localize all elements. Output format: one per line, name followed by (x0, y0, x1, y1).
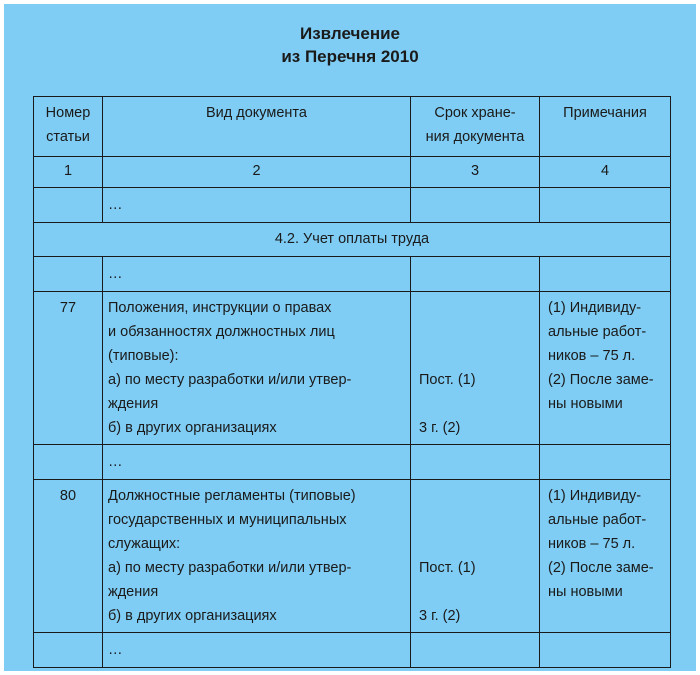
title-line-1: Извлечение (300, 24, 400, 43)
header-retention-period: Срок хране- ния документа (411, 97, 540, 157)
table-row (34, 480, 671, 633)
ellipsis-row (34, 445, 671, 480)
document-type: Положения, инструкции о правах и обязанностях должностных лиц (типовые): а) по месту разработки и/или утвер- ждения б) в других организациях (103, 292, 411, 445)
retention-period: Пост. (1) 3 г. (2) (411, 292, 540, 445)
ellipsis-row (34, 257, 671, 292)
article-number: 80 (34, 480, 103, 633)
column-number: 3 (411, 157, 540, 188)
header-document-type: Вид документа (103, 97, 411, 157)
article-number: 77 (34, 292, 103, 445)
ellipsis: … (103, 445, 411, 480)
ellipsis: … (103, 633, 411, 668)
section-row (34, 223, 671, 257)
document-title (4, 22, 696, 68)
document-type: Должностные регламенты (типовые) государственных и муниципальных служащих: а) по месту разработки и/или утвер- ждения б) в других организациях (103, 480, 411, 633)
ellipsis-row (34, 188, 671, 223)
retention-period: Пост. (1) 3 г. (2) (411, 480, 540, 633)
retention-table (33, 96, 671, 668)
column-number: 2 (103, 157, 411, 188)
ellipsis-row (34, 633, 671, 668)
column-number-row (34, 157, 671, 188)
title-line-2: из Перечня 2010 (281, 47, 419, 66)
ellipsis: … (103, 257, 411, 292)
header-notes: Примечания (540, 97, 671, 157)
section-heading: 4.2. Учет оплаты труда (34, 223, 671, 257)
document-panel (4, 4, 696, 671)
notes: (1) Индивиду- альные работ- ников – 75 л. (2) После заме- ны новыми (540, 292, 671, 445)
ellipsis: … (103, 188, 411, 223)
column-number: 4 (540, 157, 671, 188)
table-header-row (34, 97, 671, 157)
table-row (34, 292, 671, 445)
notes: (1) Индивиду- альные работ- ников – 75 л. (2) После заме- ны новыми (540, 480, 671, 633)
column-number: 1 (34, 157, 103, 188)
header-article-number: Номер статьи (34, 97, 103, 157)
